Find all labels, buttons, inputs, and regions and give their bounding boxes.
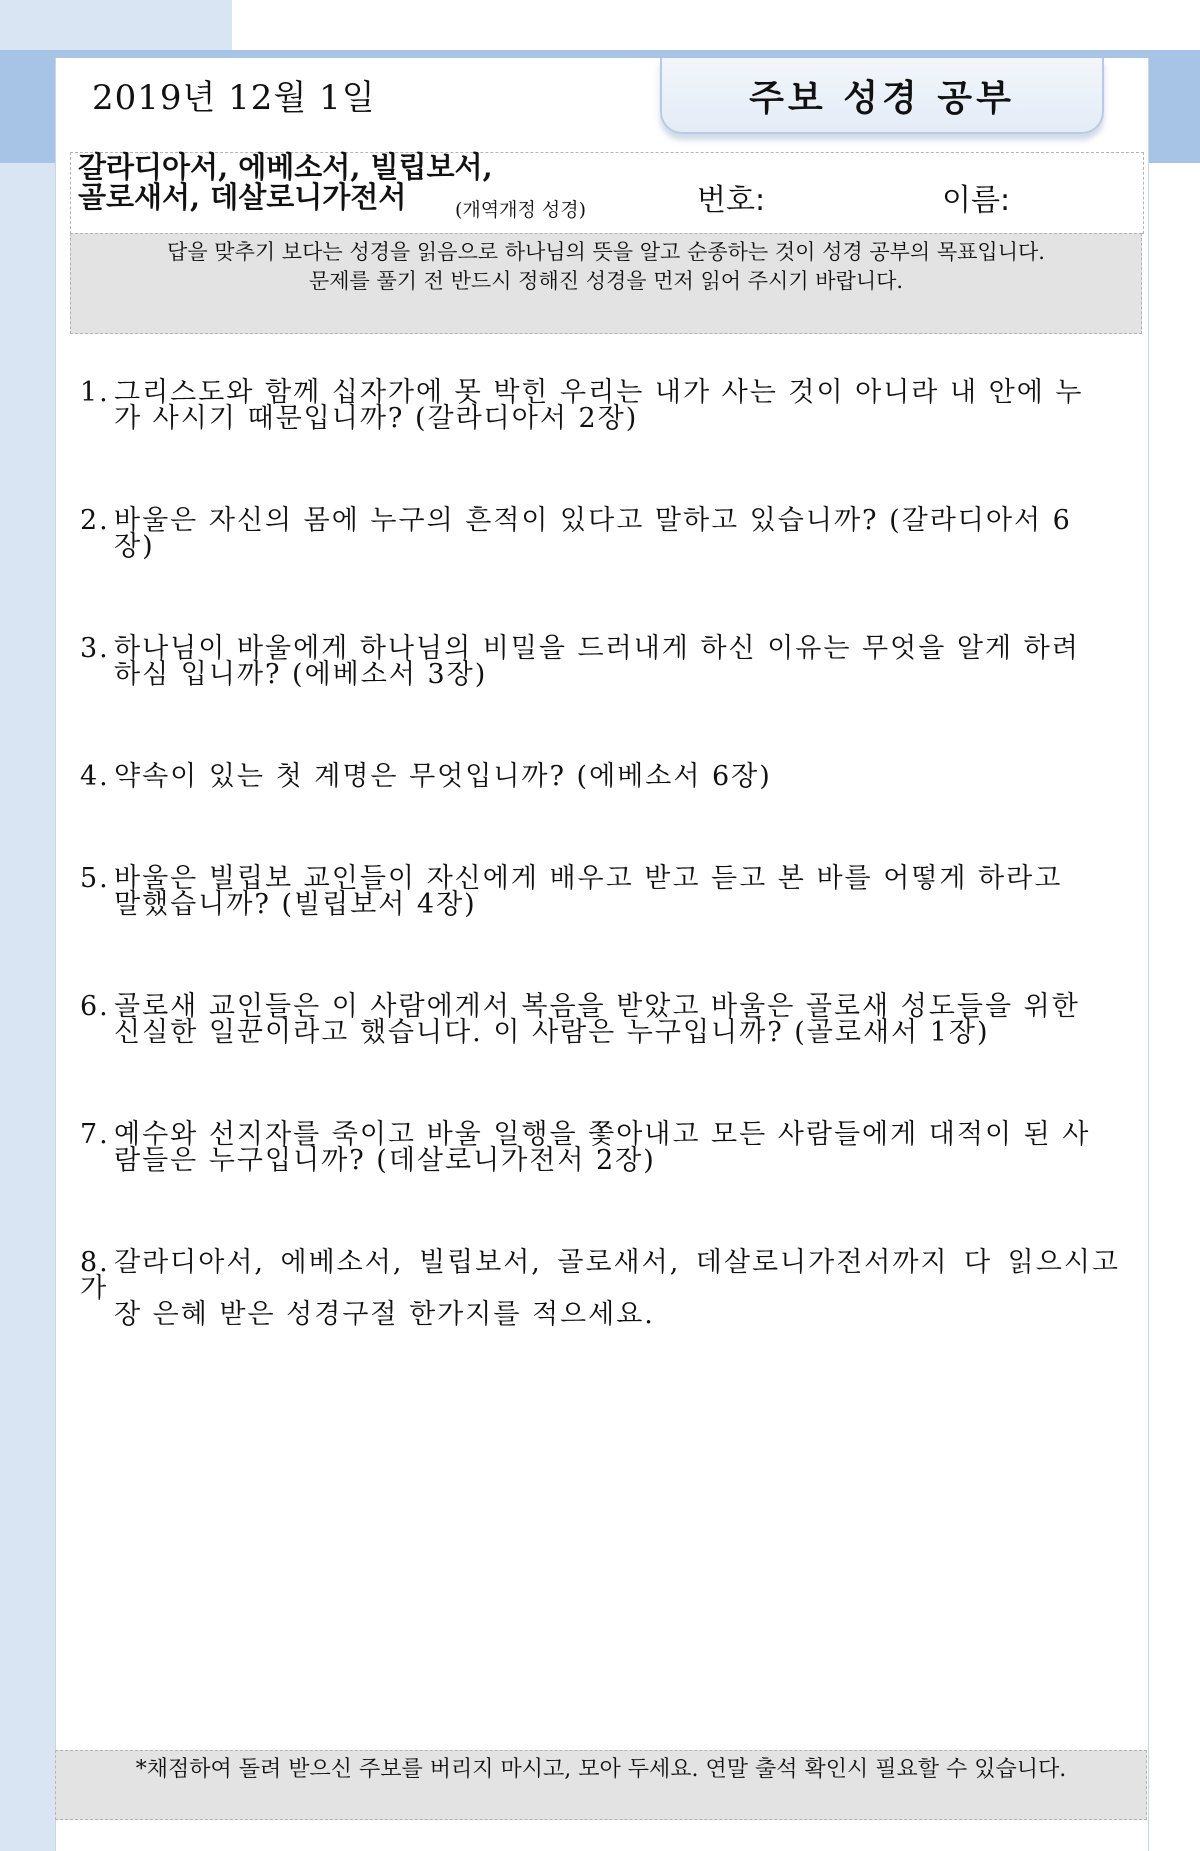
question-6 [80,991,1120,1048]
question-text-line-1: 바울은 자신의 몸에 누구의 흔적이 있다고 말하고 있습니까? (갈라디아서 6 [114,505,1072,536]
footer-note: *채점하여 돌려 받으신 주보를 버리지 마시고, 모아 두세요. 연말 출석 확인시 필요할 수 있습니다. [55,1750,1147,1820]
left-rail [0,163,55,1851]
question-number: 1. [80,377,110,408]
question-4 [80,761,1120,792]
question-text-line-1: 예수와 선지자를 죽이고 바울 일행을 쫓아내고 모든 사람들에게 대적이 된 사 [114,1119,1091,1150]
instructions-line-1: 답을 맞추기 보다는 성경을 읽음으로 하나님의 뜻을 알고 순종하는 것이 성경 공부의 목표입니다. [167,240,1045,264]
question-text-line-1: 갈라디아서, 에베소서, 빌립보서, 골로새서, 데살로니가전서까지 다 읽으시고 가 [80,1247,1120,1304]
question-text-line-2: 말했습니까? (빌립보서 4장) [114,889,477,920]
question-number: 7. [80,1119,110,1150]
question-number: 2. [80,505,110,536]
question-text-line-1: 골로새 교인들은 이 사람에게서 복음을 받았고 바울은 골로새 성도들을 위한 [114,991,1080,1022]
question-text-line-1: 그리스도와 함께 십자가에 못 박힌 우리는 내가 사는 것이 아니라 내 안에 누 [114,377,1084,408]
title-tab [660,58,1104,134]
question-text-line-2: 장 은혜 받은 성경구절 한가지를 적으세요. [114,1299,655,1330]
bible-version: (개역개정 성경) [455,199,586,221]
question-text-line-1: 하나님이 바울에게 하나님의 비밀을 드러내게 하신 이유는 무엇을 알게 하려 [114,633,1080,664]
question-text-line-2: 람들은 누구입니까? (데살로니가전서 2장) [114,1145,656,1176]
instructions-line-2: 문제를 풀기 전 반드시 정해진 성경을 먼저 읽어 주시기 바랍니다. [308,269,904,293]
page-title: 주보 성경 공부 [749,77,1015,119]
question-text-line-2: 장) [114,531,155,562]
instructions-box [70,233,1142,334]
book-list-line-1: 갈라디아서, 에베소서, 빌립보서, [78,150,493,184]
question-text-line-1: 바울은 빌립보 교인들이 자신에게 배우고 받고 듣고 본 바를 어떻게 하라고 [114,863,1063,894]
book-list [78,152,493,212]
name-field-label: 이름: [942,183,1011,218]
question-text-line-2: 하심 입니까? (에베소서 3장) [114,659,488,690]
question-number: 3. [80,633,110,664]
date-text: 2019년 12월 1일 [92,78,376,118]
question-text-line-2: 신실한 일꾼이라고 했습니다. 이 사람은 누구입니까? (골로새서 1장) [114,1017,990,1048]
question-number: 6. [80,991,110,1022]
question-text-line-2: 가 사시기 때문입니까? (갈라디아서 2장) [114,403,639,434]
question-5 [80,863,1120,920]
question-number: 4. [80,761,110,792]
question-text-line-1: 약속이 있는 첫 계명은 무엇입니까? (에베소서 6장) [114,761,772,792]
question-1 [80,377,1120,434]
question-7 [80,1119,1120,1176]
question-3 [80,633,1120,690]
question-2 [80,505,1120,562]
question-8 [80,1247,1120,1330]
question-number: 8. [80,1247,110,1278]
number-field-label: 번호: [697,183,766,218]
book-list-line-2: 골로새서, 데살로니가전서 [78,180,407,214]
question-number: 5. [80,863,110,894]
